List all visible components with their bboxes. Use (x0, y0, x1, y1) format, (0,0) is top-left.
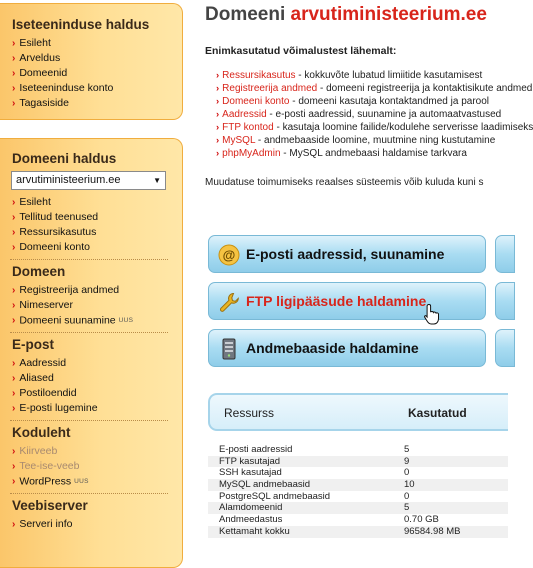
arrow-right-icon: › (12, 476, 16, 488)
webserver-section-title: Veebiserver (12, 498, 88, 513)
arrow-right-icon: › (12, 242, 16, 253)
new-badge: UUS (74, 478, 89, 485)
menu-item-mailing-lists[interactable]: › Postiloendid (12, 387, 77, 399)
email-menu (0, 356, 182, 416)
databases-button[interactable]: Andmebaaside haldamine (208, 329, 486, 367)
menu-item-aliases[interactable]: › Aliased (12, 372, 54, 384)
quick-link-resource-usage: › Ressursikasutus - kokkuvõte lubatud limiitide kasutamisest (216, 70, 483, 81)
link-domain-account[interactable]: Domeeni konto (222, 96, 290, 107)
arrow-right-icon: › (12, 38, 16, 49)
resource-table-body (208, 444, 508, 538)
link-resource-usage[interactable]: Ressursikasutus (222, 70, 296, 81)
arrow-right-icon: › (12, 315, 16, 327)
link-phpmyadmin[interactable]: phpMyAdmin (222, 148, 281, 159)
menu-item-home[interactable]: › Esileht (12, 37, 51, 49)
self-service-panel (0, 3, 183, 120)
dropdown-arrow-icon: ▼ (153, 176, 161, 185)
arrow-right-icon: › (216, 109, 220, 120)
menu-item-diy-web[interactable]: › Tee-ise-veeb (12, 460, 80, 472)
website-menu (0, 444, 182, 489)
new-badge: UUS (118, 317, 134, 324)
divider (10, 259, 168, 260)
email-section-title: E-post (12, 337, 54, 352)
menu-item-ordered-services[interactable]: › Tellitud teenused (12, 211, 99, 223)
arrow-right-icon: › (12, 98, 16, 109)
arrow-right-icon: › (12, 300, 16, 311)
column-header-used: Kasutatud (408, 406, 467, 420)
table-row: Alamdomeenid 5 (208, 502, 508, 514)
column-header-resource: Ressurss (224, 406, 275, 420)
domain-menu (0, 283, 182, 328)
menu-item-feedback[interactable]: › Tagasiside (12, 97, 69, 109)
menu-item-webmail[interactable]: › E-posti lugemine (12, 402, 98, 414)
quick-link-mysql: › MySQL - andmebaaside loomine, muutmine ning kustutamine (216, 135, 496, 146)
arrow-right-icon: › (12, 53, 16, 64)
table-row: Kettamaht kokku 96584.98 MB (208, 526, 508, 538)
menu-item-registrant[interactable]: › Registreerija andmed (12, 284, 120, 296)
link-registrant[interactable]: Registreerija andmed (222, 83, 318, 94)
table-row: PostgreSQL andmebaasid 0 (219, 490, 410, 502)
arrow-right-icon: › (12, 388, 16, 399)
arrow-right-icon: › (12, 197, 16, 208)
link-ftp-accounts[interactable]: FTP kontod (222, 122, 274, 133)
arrow-right-icon: › (216, 96, 220, 107)
arrow-right-icon: › (12, 285, 16, 296)
arrow-right-icon: › (12, 373, 16, 384)
menu-item-account[interactable]: › Iseteeninduse konto (12, 82, 114, 94)
divider (10, 493, 168, 494)
menu-item-domain-home[interactable]: › Esileht (12, 196, 51, 208)
ftp-access-button[interactable]: FTP ligipääsude haldamine (208, 282, 486, 320)
main-content (205, 0, 533, 556)
resource-table-header (208, 393, 508, 431)
propagation-note: Muudatuse toimumiseks reaalses süsteemis võib kuluda kuni s (205, 177, 484, 188)
quick-link-addresses: › Aadressid - e-posti aadressid, suunamine ja automaatvastused (216, 109, 502, 120)
arrow-right-icon: › (12, 403, 16, 414)
domain-section-title: Domeen (12, 264, 66, 279)
side-tab-button[interactable] (495, 329, 515, 367)
wrench-icon (218, 291, 240, 313)
menu-item-resource-usage[interactable]: › Ressursikasutus (12, 226, 97, 238)
arrow-right-icon: › (12, 519, 16, 530)
menu-item-wordpress[interactable]: › WordPress UUS (12, 475, 89, 488)
domain-admin-menu (0, 195, 182, 255)
domain-admin-title: Domeeni haldus (12, 151, 117, 166)
self-service-title: Iseteeninduse haldus (12, 17, 150, 32)
at-sign-icon (218, 244, 240, 266)
divider (10, 332, 168, 333)
arrow-right-icon: › (12, 227, 16, 238)
menu-item-billing[interactable]: › Arveldus (12, 52, 61, 64)
domain-admin-panel (0, 138, 183, 568)
side-tab-button[interactable] (495, 282, 515, 320)
quick-link-phpmyadmin: › phpMyAdmin - MySQL andmebaasi haldamise tarkvara (216, 148, 467, 159)
arrow-right-icon: › (216, 70, 220, 81)
section-subtitle: Enimkasutatud võimalustest lähemalt: (205, 45, 397, 57)
quick-links (216, 69, 533, 160)
email-addresses-button[interactable]: @ E-posti aadressid, suunamine (208, 235, 486, 273)
arrow-right-icon: › (216, 148, 220, 159)
arrow-right-icon: › (216, 122, 220, 133)
divider (10, 420, 168, 421)
menu-item-server-info[interactable]: › Serveri info (12, 518, 73, 530)
table-row: E-posti aadressid 5 (219, 444, 410, 455)
arrow-right-icon: › (12, 461, 16, 472)
arrow-right-icon: › (12, 446, 16, 457)
self-service-menu (0, 36, 182, 111)
arrow-right-icon: › (216, 83, 220, 94)
database-icon (218, 338, 240, 360)
hand-cursor-icon (423, 303, 441, 325)
table-row: FTP kasutajad 9 (208, 456, 508, 468)
menu-item-addresses[interactable]: › Aadressid (12, 357, 67, 369)
side-tab-button[interactable] (495, 235, 515, 273)
menu-item-domain-redirect[interactable]: › Domeeni suunamine UUS (12, 314, 134, 327)
table-row: Andmeedastus 0.70 GB (219, 514, 439, 526)
svg-text:@: @ (222, 247, 236, 263)
quick-link-domain-account: › Domeeni konto - domeeni kasutaja kontaktandmed ja parool (216, 96, 490, 107)
page-title: Domeeni arvutiministeerium.ee (205, 4, 487, 25)
link-addresses[interactable]: Aadressid (222, 109, 267, 120)
arrow-right-icon: › (216, 135, 220, 146)
link-mysql[interactable]: MySQL (222, 135, 256, 146)
arrow-right-icon: › (12, 358, 16, 369)
menu-item-domain-account[interactable]: › Domeeni konto (12, 241, 90, 253)
menu-item-nameserver[interactable]: › Nimeserver (12, 299, 74, 311)
table-row: MySQL andmebaasid 10 (208, 479, 508, 491)
quick-link-registrant: › Registreerija andmed - domeeni registreerija ja kontaktisikute andmed (216, 83, 533, 94)
sidebar (0, 0, 183, 556)
domain-select[interactable]: arvutiministeerium.ee ▼ (11, 171, 166, 190)
menu-item-domains[interactable]: › Domeenid (12, 67, 68, 79)
table-row: SSH kasutajad 0 (219, 467, 410, 479)
arrow-right-icon: › (12, 83, 16, 94)
webserver-menu (0, 517, 182, 532)
arrow-right-icon: › (12, 68, 16, 79)
menu-item-quickweb[interactable]: › Kiirveeb (12, 445, 58, 457)
arrow-right-icon: › (12, 212, 16, 223)
quick-link-ftp: › FTP kontod - kasutaja loomine failide/kodulehe serverisse laadimiseks (216, 122, 533, 133)
website-section-title: Koduleht (12, 425, 71, 440)
